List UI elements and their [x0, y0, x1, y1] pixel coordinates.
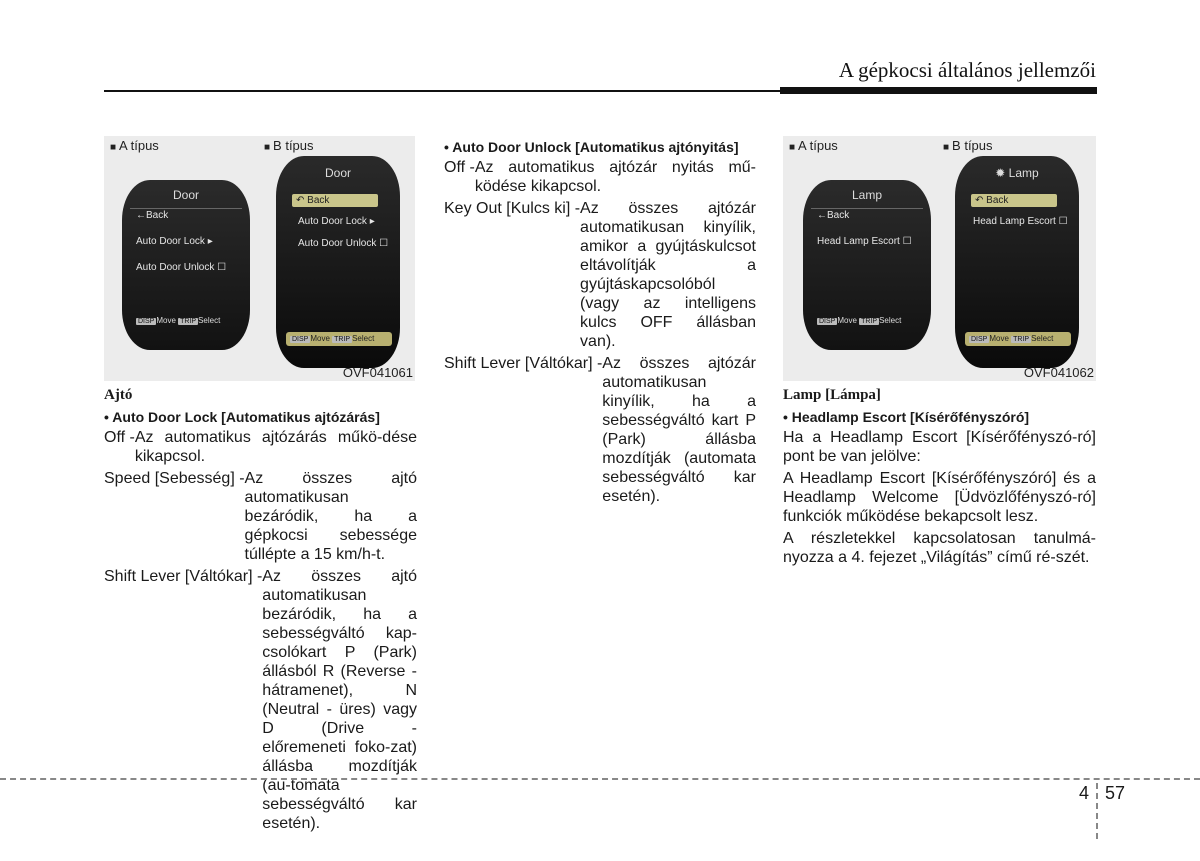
- display-screen-type-b: [955, 156, 1079, 368]
- figure-code: OVF041061: [342, 365, 413, 380]
- screen-title: Door: [172, 188, 199, 202]
- screen-item-back-selected: ↶ Back: [971, 194, 1057, 207]
- display-screen-type-b: [276, 156, 400, 368]
- bullet-headlamp-escort: • Headlamp Escort [Kísérőfényszóró]: [783, 409, 1030, 425]
- page-chapter-number: 4: [1079, 783, 1090, 803]
- column-1: [104, 386, 417, 836]
- figure-label-b: ■ B típus: [943, 138, 993, 153]
- footer-dashed-divider: [1096, 783, 1098, 839]
- option-item: Shift Lever [Váltókar] - Az összes ajtózár automatikusan kinyílik, ha a sebességváltó kart P (Park) állásba mozdítják (automata sebességváltó kar esetén).: [444, 355, 756, 505]
- bullet-auto-door-unlock: • Auto Door Unlock [Automatikus ajtónyitás]: [444, 139, 739, 155]
- screen-item-head-lamp-escort: Head Lamp Escort ☐: [973, 216, 1068, 227]
- paragraph: A részletekkel kapcsolatosan tanulmá-nyozza a 4. fejezet „Világítás” című ré-szét.: [783, 530, 1096, 566]
- option-item: Shift Lever [Váltókar] - Az összes ajtó automatikusan bezáródik, ha a sebességváltó kap-csolókart P (Park) állásból R (Reverse - hátramenet), N (Neutral - üres) vagy D (Drive - előremeneti foko-zat) állásba mozdítják (au-tomata sebességváltó kar esetén).: [104, 568, 417, 832]
- figure-label-a: ■ A típus: [110, 138, 159, 153]
- screen-title: ✹ Lamp: [995, 166, 1039, 180]
- figure-label-a: ■ A típus: [789, 138, 838, 153]
- figure-door: [104, 136, 415, 381]
- section-heading-lamp: Lamp [Lámpa]: [783, 387, 881, 403]
- header-rule-accent: [780, 87, 1097, 94]
- screen-bottom-bar: DISP Move TRIP Select: [292, 334, 375, 343]
- option-item: Speed [Sebesség] - Az összes ajtó automatikusan bezáródik, ha a gépkocsi sebessége túllépte a 15 km/h-t.: [104, 470, 417, 563]
- figure-label-b: ■ B típus: [264, 138, 314, 153]
- page-header-title: A gépkocsi általános jellemzői: [838, 58, 1096, 82]
- option-item: Off - Az automatikus ajtózárás műkö-dése kikapcsol.: [104, 429, 417, 465]
- screen-item-auto-door-lock: Auto Door Lock ▸: [298, 216, 375, 227]
- screen-bottom-bar: DISP Move TRIP Select: [138, 316, 221, 325]
- screen-item-auto-door-unlock: Auto Door Unlock ☐: [136, 262, 227, 273]
- page-number: 57: [1105, 783, 1126, 803]
- screen-item-back: ←Back: [136, 210, 169, 221]
- screen-item-head-lamp-escort: Head Lamp Escort ☐: [817, 236, 912, 247]
- paragraph: A Headlamp Escort [Kísérőfényszóró] és a Headlamp Welcome [Üdvözlőfényszó-ró] funkciók működése bekapcsolt lesz.: [783, 470, 1096, 525]
- section-heading-door: Ajtó: [104, 387, 133, 403]
- screen-title: Lamp: [851, 188, 883, 202]
- screen-item-back: ←Back: [817, 210, 850, 221]
- display-screen-type-a: [122, 180, 250, 350]
- lamp-icon: ✹: [995, 166, 1009, 180]
- screen-title: Door: [324, 166, 351, 180]
- option-item: Off - Az automatikus ajtózár nyitás mű-ködése kikapcsol.: [444, 159, 756, 195]
- bullet-auto-door-lock: • Auto Door Lock [Automatikus ajtózárás]: [104, 409, 380, 425]
- figure-lamp: [783, 136, 1096, 381]
- display-screen-type-a: [803, 180, 931, 350]
- screen-item-auto-door-unlock: Auto Door Unlock ☐: [298, 238, 389, 249]
- figure-code: OVF041062: [1023, 365, 1094, 380]
- paragraph: Ha a Headlamp Escort [Kísérőfényszó-ró] pont be van jelölve:: [783, 429, 1096, 465]
- screen-bottom-bar: DISP Move TRIP Select: [819, 316, 902, 325]
- screen-item-auto-door-lock: Auto Door Lock ▸: [136, 236, 213, 247]
- column-2: [444, 138, 756, 509]
- column-3: [783, 386, 1096, 570]
- screen-bottom-bar: DISP Move TRIP Select: [971, 334, 1054, 343]
- option-item: Key Out [Kulcs ki] - Az összes ajtózár automatikusan kinyílik, amikor a gyújtáskulcsot eltávolítják a gyújtáskapcsolóból (vagy az intelligens kulcs OFF állásban van).: [444, 200, 756, 350]
- footer-dashed-rule: [0, 778, 1200, 780]
- screen-item-back-selected: ↶ Back: [292, 194, 378, 207]
